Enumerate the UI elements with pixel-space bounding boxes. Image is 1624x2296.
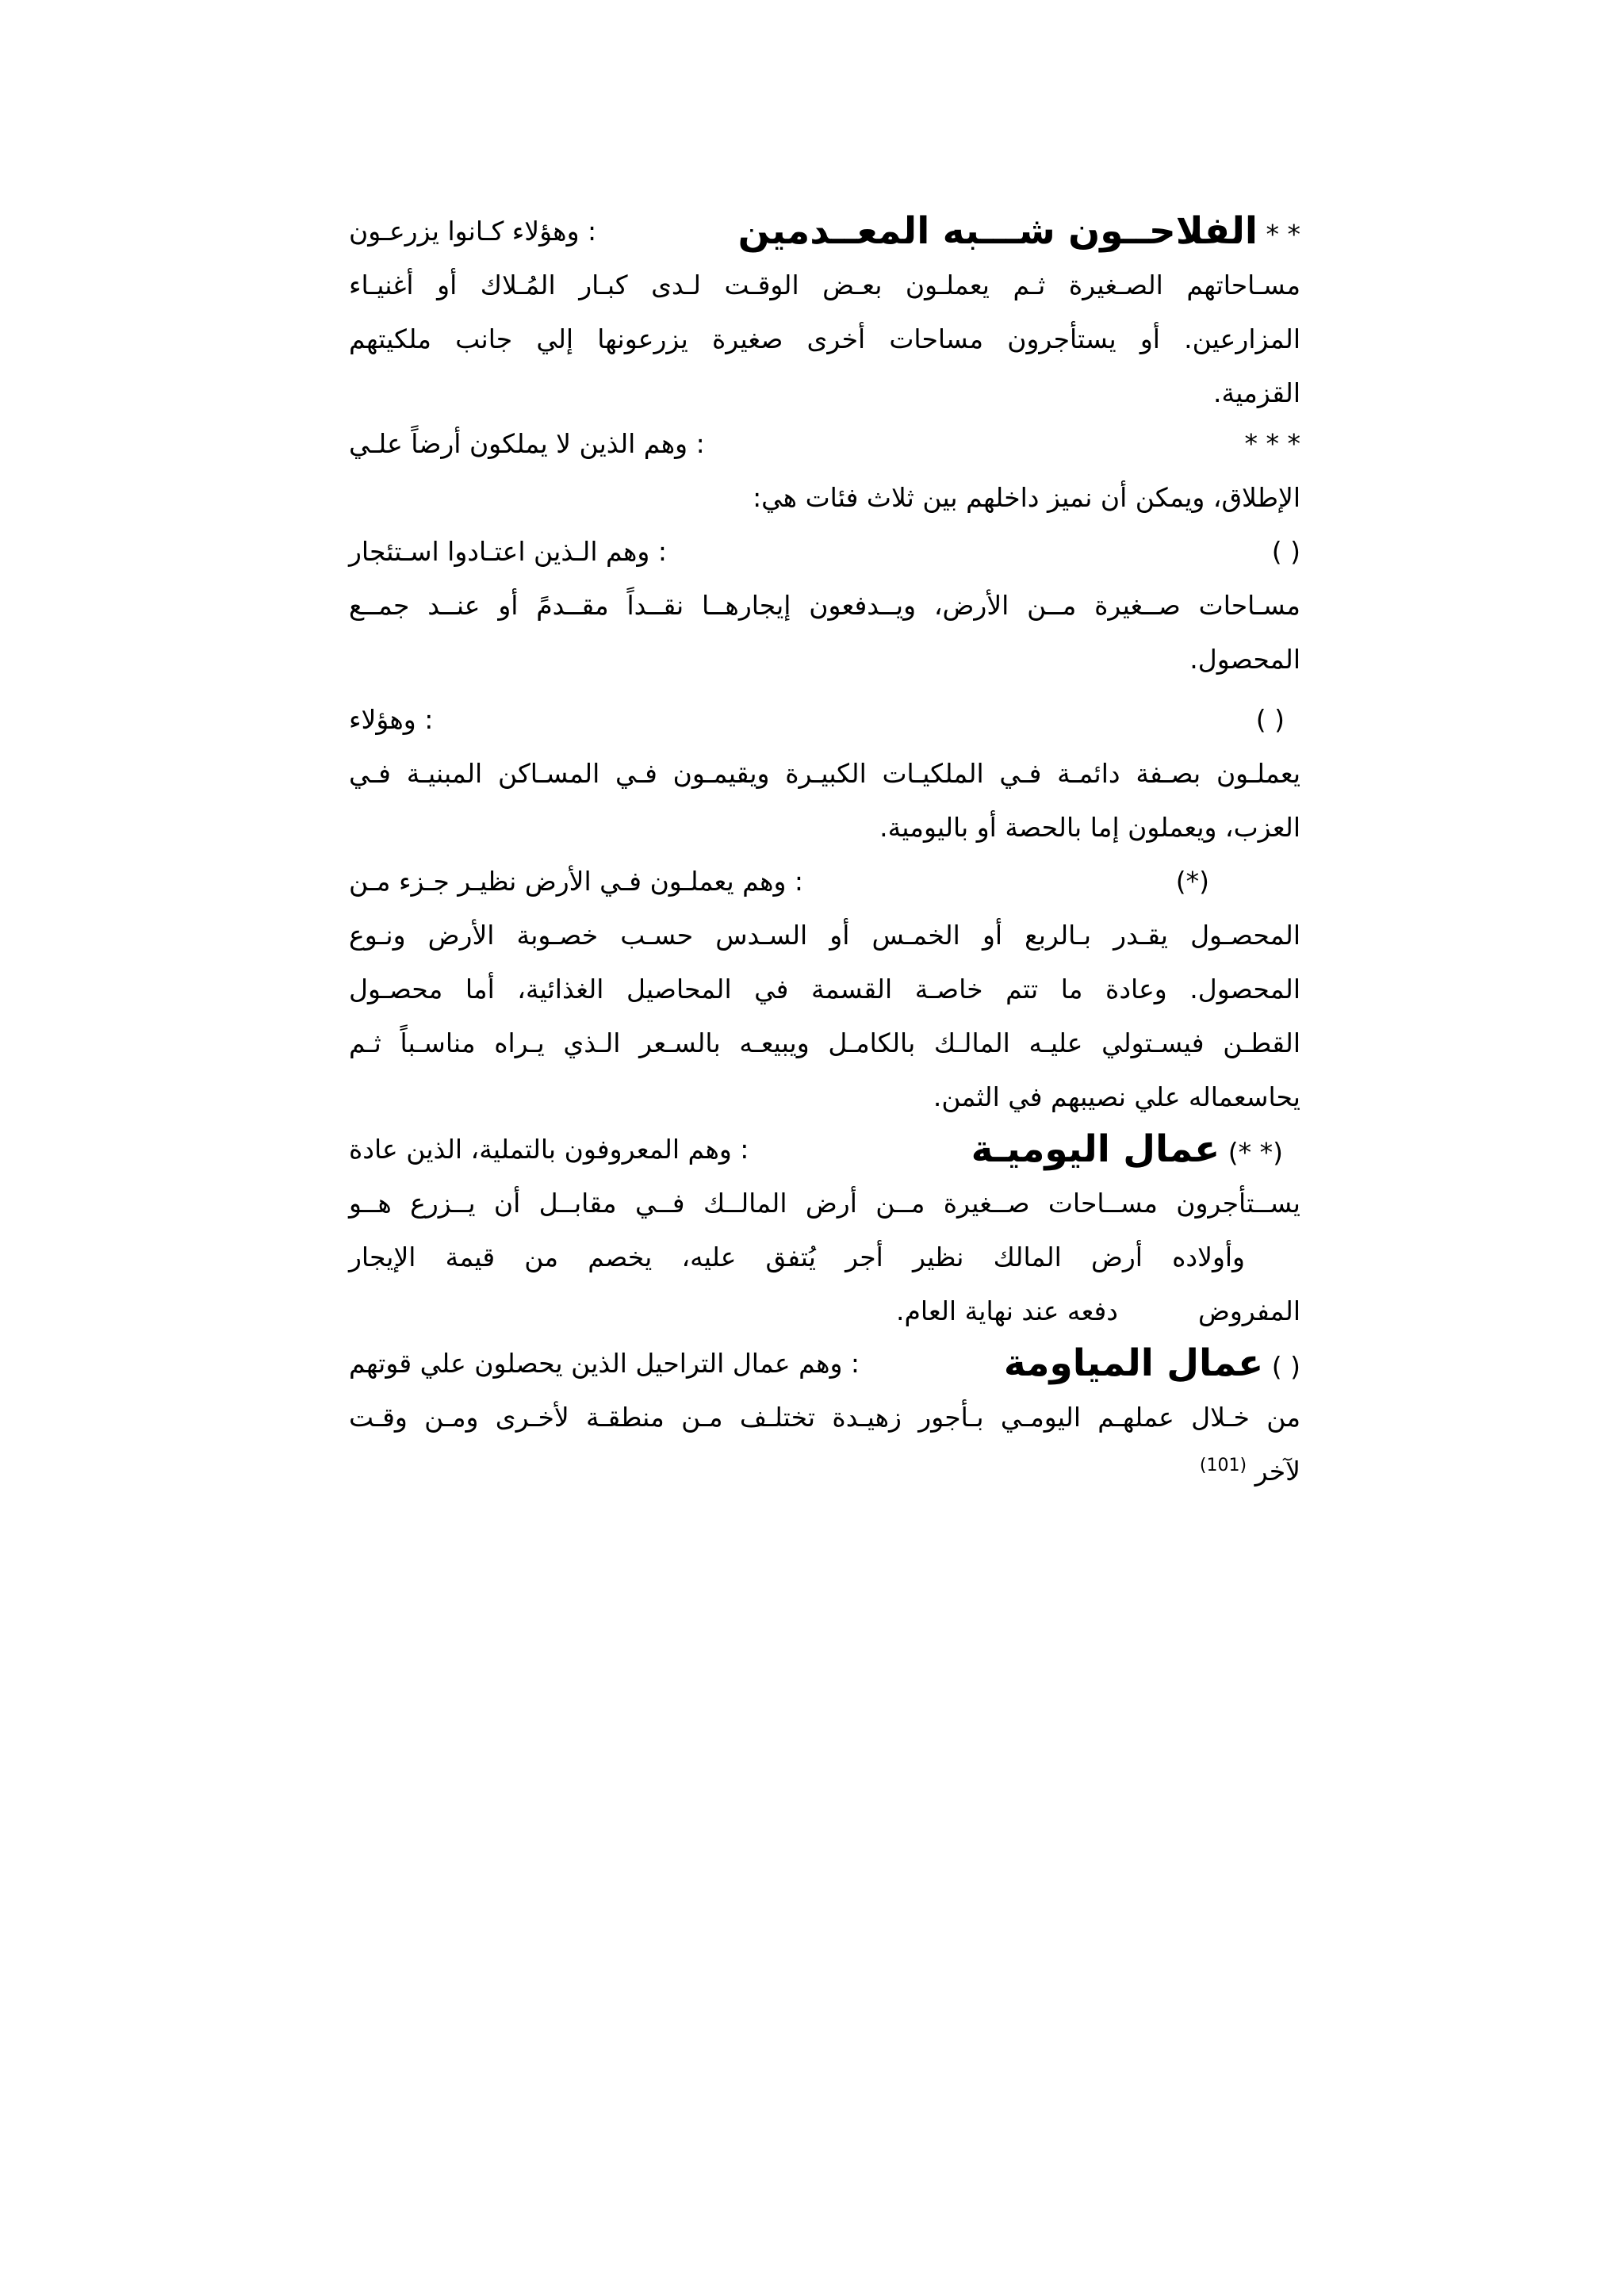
p7-line3-text: لآخر [1254, 1456, 1300, 1487]
p6-line1-rest: : وهم المعروفون بالتملية، الذين عادة [349, 1134, 749, 1165]
p6-line4-a: المفروض [1197, 1295, 1300, 1326]
p3-marker: ( ) [1271, 536, 1300, 567]
footnote-ref[interactable]: (101) [1199, 1456, 1247, 1475]
p1-line1 [349, 208, 1300, 255]
p1-heading: الفلاحــون شـــبه المعــدمين [737, 209, 1258, 253]
p2-marker: * * * [1244, 428, 1300, 459]
p3-line1-text: : وهم الـذين اعتـادوا اسـتئجار [349, 536, 667, 567]
p5-line4: القطـن فيسـتولي عليـه المالـك بالكامـل ويبيعـه بالسـعر الـذي يـراه مناسـباً ثـم [349, 1027, 1300, 1058]
p4-line3: العزب، ويعملون إما بالحصة أو باليومية. [879, 812, 1300, 843]
p2-line2: الإطلاق، ويمكن أن نميز داخلهم بين ثلاث فئات هي: [753, 482, 1300, 513]
p6-lead [971, 1126, 1300, 1173]
p1-line1-rest: : وهؤلاء كـانوا يزرعـون [349, 216, 597, 247]
p4-line1 [349, 696, 1300, 744]
p5-line1 [349, 858, 1300, 905]
p5-marker: (*) [1175, 866, 1209, 897]
p1-line4: القزمية. [1213, 377, 1300, 408]
p1-lead [738, 208, 1300, 255]
p3-line1 [349, 528, 1300, 576]
p7-heading: عمال المياومة [1003, 1341, 1264, 1385]
p4-marker: ( ) [1255, 704, 1285, 735]
p4-line1-text: : وهؤلاء [349, 704, 434, 735]
p7-line2: من خـلال عملهـم اليومـي بـأجور زهيـدة تختلـف مـن منطقـة لأخـرى ومـن وقـت [349, 1402, 1300, 1433]
p7-lead [1004, 1340, 1300, 1387]
p3-line3: المحصول. [1189, 644, 1300, 675]
p6-line3: وأولاده أرض المالك نظير أجر يُتفق عليه، يخصم من قيمة الإيجار [349, 1242, 1245, 1272]
p7-line3 [349, 1448, 1300, 1495]
p7-marker: ( ) [1271, 1351, 1300, 1382]
p5-line1-text: : وهم يعملـون فـي الأرض نظيـر جـزء مـن [349, 866, 804, 897]
p6-heading: عمال اليوميـة [971, 1127, 1220, 1171]
p5-line3: المحصول. وعادة ما تتم خاصـة القسمة في المحاصيل الغذائية، أما محصـول [349, 974, 1300, 1004]
p2-line1-text: : وهم الذين لا يملكون أرضاً علـي [349, 428, 705, 459]
p1-line2: مسـاحاتهم الصـغيرة ثـم يعملـون بعـض الوقـت لـدى كبـار المُـلاك أو أغنيـاء [349, 270, 1300, 300]
p2-line1 [349, 420, 1300, 468]
p1-marker: * * [1266, 219, 1300, 250]
p5-line2: المحصـول يقـدر بـالربع أو الخمـس أو السـدس حسـب خصـوبة الأرض ونـوع [349, 920, 1300, 951]
p1-line3: المزارعين. أو يستأجرون مساحات أخرى صغيرة يزرعونها إلي جانب ملكيتهم [349, 323, 1300, 354]
p4-line2: يعملـون بصـفة دائمـة فـي الملكيـات الكبيـرة ويقيمـون فـي المسـاكن المبنيـة فـي [349, 758, 1300, 789]
p6-marker: (* *) [1228, 1137, 1283, 1168]
p6-line4 [349, 1288, 1300, 1335]
p6-line1 [349, 1126, 1300, 1173]
p6-line2: يســتأجرون مســاحات صــغيرة مــن أرض المالــك فــي مقابــل أن يــزرع هــو [349, 1188, 1300, 1219]
p7-line1 [349, 1340, 1300, 1387]
p3-line2: مسـاحات صــغيرة مــن الأرض، ويــدفعون إيجارهــا نقــداً مقــدمً أو عنــد جمــع [349, 590, 1300, 621]
p6-line4-b: دفعه عند نهاية العام. [895, 1295, 1118, 1326]
p7-line1-rest: : وهم عمال التراحيل الذين يحصلون علي قوتهم [349, 1348, 860, 1379]
p5-line5: يحاسعماله علي نصيبهم في الثمن. [933, 1081, 1300, 1112]
